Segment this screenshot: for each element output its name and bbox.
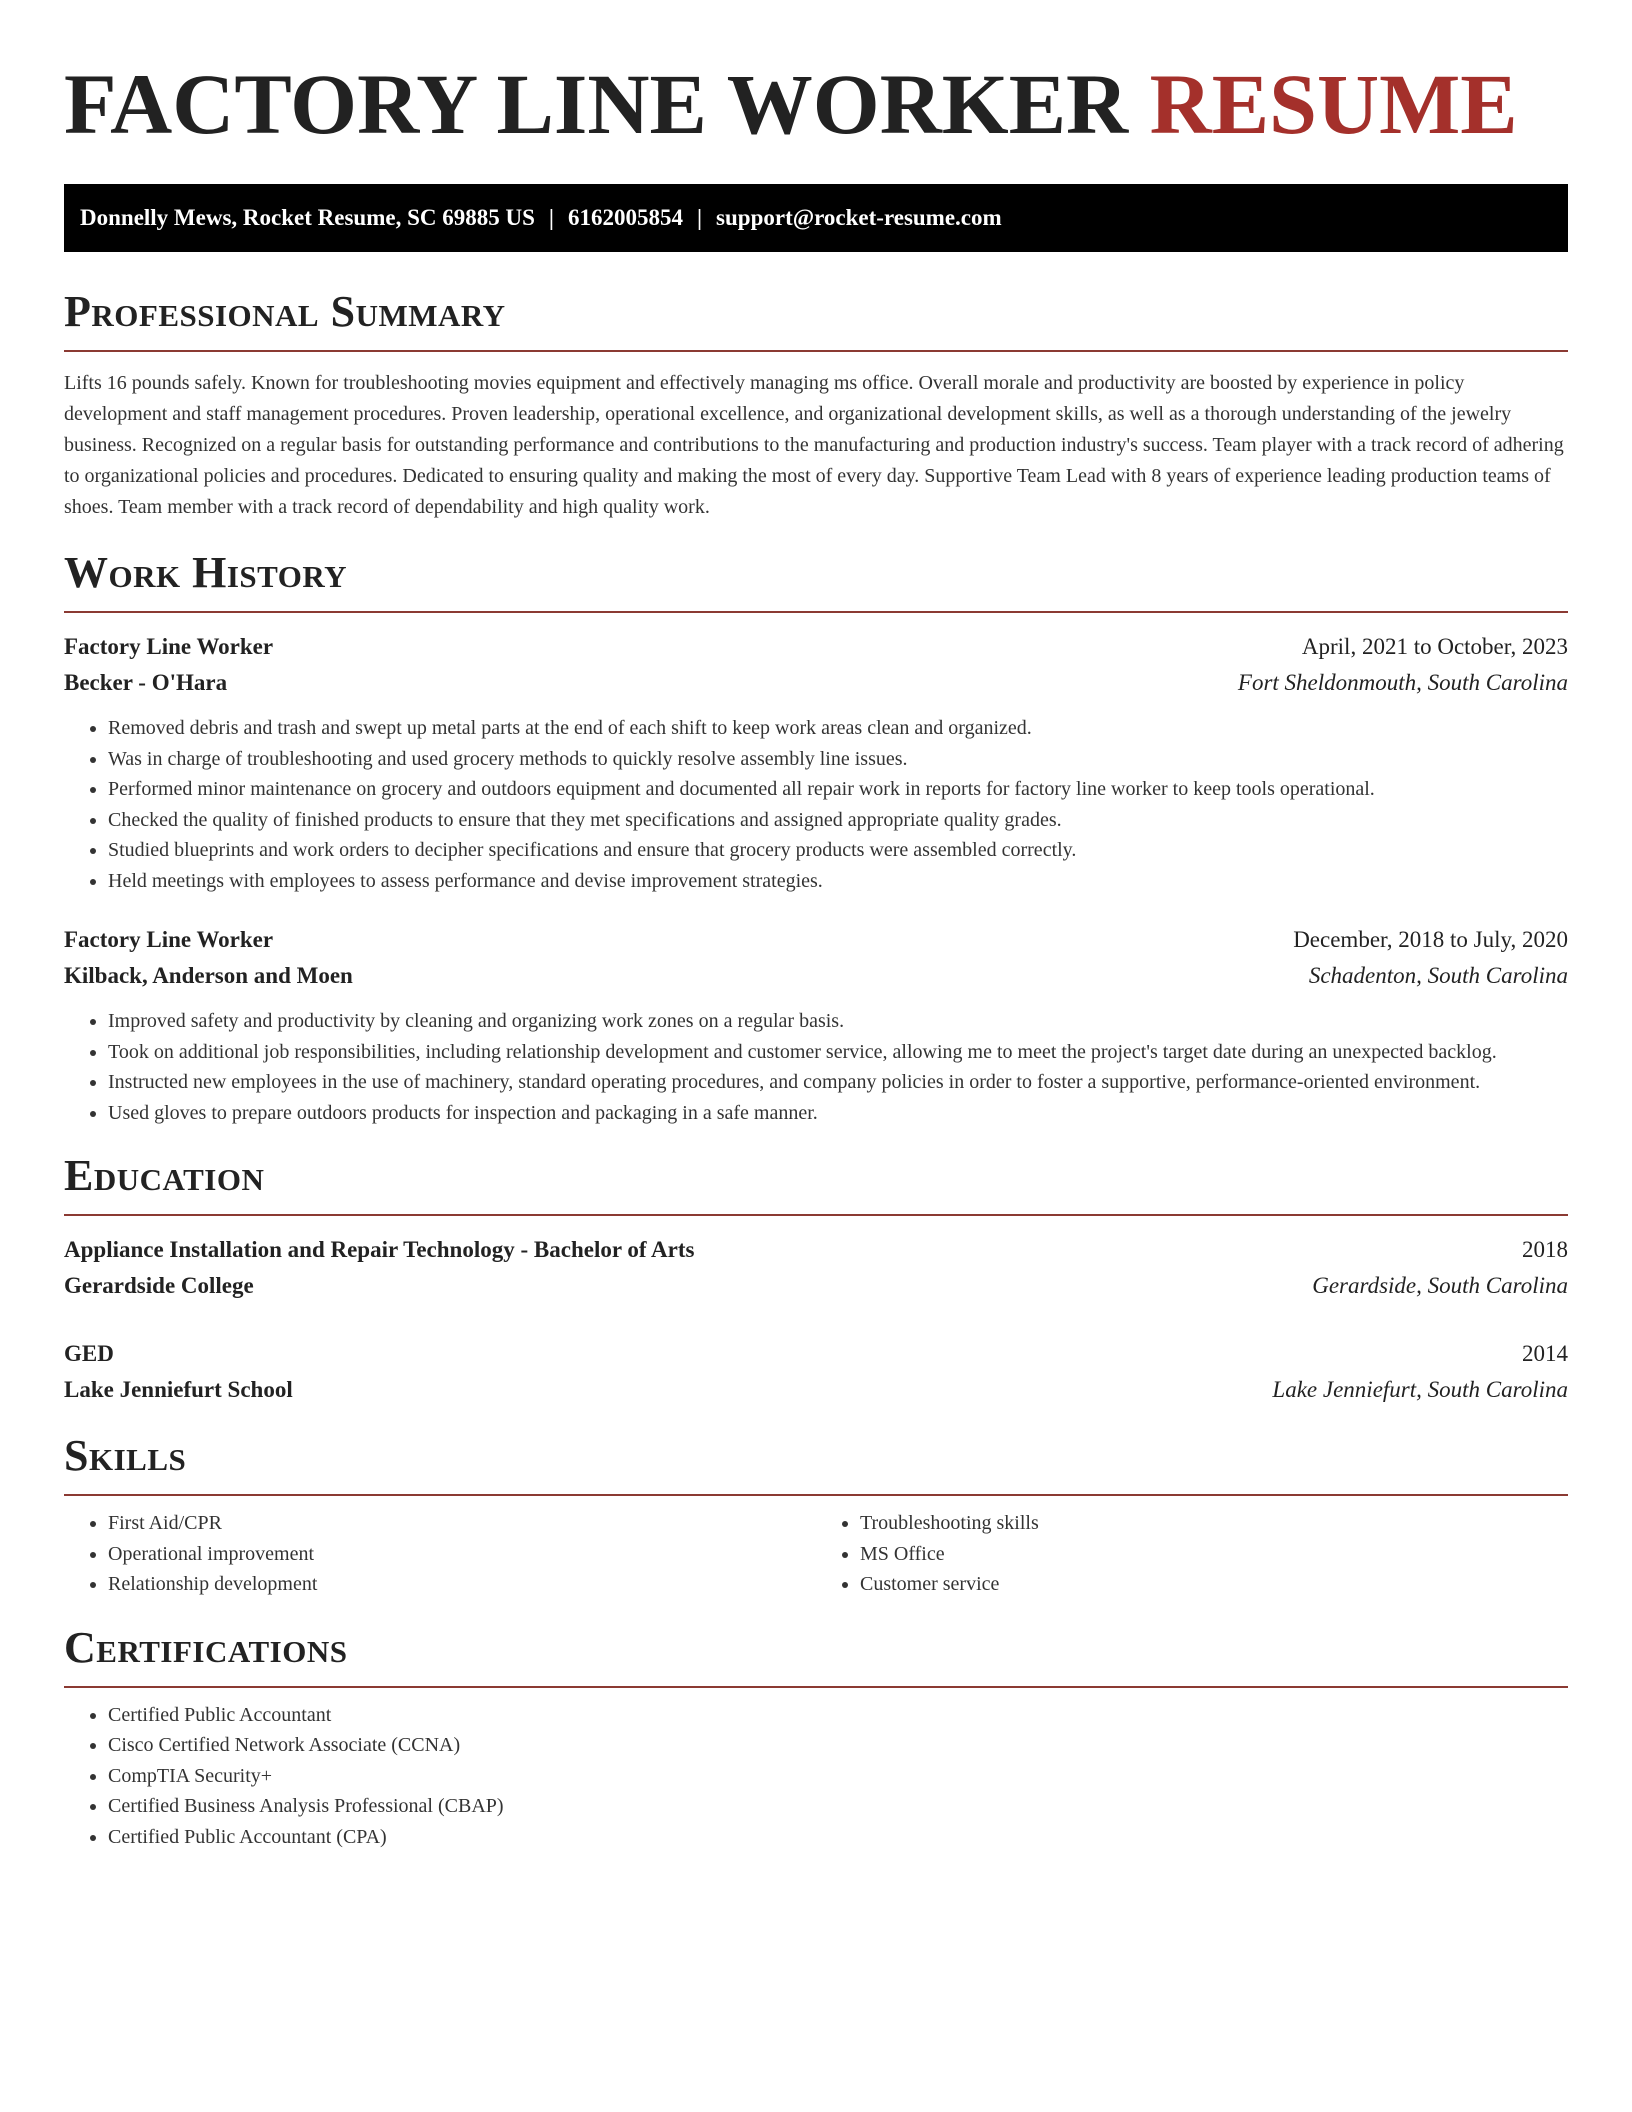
- job-title: Factory Line Worker: [64, 634, 274, 659]
- education-year: 2018: [1522, 1237, 1568, 1262]
- resume-title: [64, 0, 1568, 152]
- education-location: Gerardside, South Carolina: [1312, 1273, 1568, 1298]
- list-item: • Removed debris and trash and swept up metal parts at the end of each shift to keep work areas clean and organized.: [108, 713, 1568, 744]
- education-entry: [64, 1336, 1568, 1408]
- section-divider: [64, 1494, 1568, 1496]
- list-item: • Certified Public Accountant: [108, 1700, 1568, 1731]
- list-item: • Used gloves to prepare outdoors products for inspection and packaging in a safe manner.: [108, 1098, 1568, 1129]
- list-item: • Relationship development: [108, 1569, 816, 1600]
- education-degree: Appliance Installation and Repair Technology - Bachelor of Arts: [64, 1237, 695, 1262]
- summary-section: [64, 286, 1568, 523]
- list-item: • Troubleshooting skills: [860, 1508, 1568, 1539]
- list-item: • Took on additional job responsibilities, including relationship development and customer service, allowing me to meet the project's target date during an unexpected backlog.: [108, 1037, 1568, 1068]
- job-entry: [64, 922, 1568, 1128]
- skills-section: [64, 1430, 1568, 1600]
- section-title: Education: [64, 1151, 265, 1200]
- contact-separator: |: [548, 205, 554, 230]
- education-school: Lake Jenniefurt School: [64, 1377, 293, 1402]
- education-year: 2014: [1522, 1341, 1568, 1366]
- list-item: • First Aid/CPR: [108, 1508, 816, 1539]
- job-bullets: [64, 1006, 1568, 1128]
- list-item: • Held meetings with employees to assess performance and devise improvement strategies.: [108, 866, 1568, 897]
- contact-address: Donnelly Mews, Rocket Resume, SC 69885 US: [80, 205, 535, 230]
- job-bullets: [64, 713, 1568, 896]
- section-divider: [64, 611, 1568, 613]
- certifications-section: [64, 1622, 1568, 1853]
- skills-list-right: [816, 1508, 1568, 1600]
- summary-text: Lifts 16 pounds safely. Known for troubleshooting movies equipment and effectively managing ms office. Overall morale and productivity are boosted by experience in policy development and staff management procedures. Proven leadership, operational excellence, and organizational development skills, as well as a thorough understanding of the jewelry business. Recognized on a regular basis for outstanding performance and contributions to the manufacturing and production industry's success. Team player with a track record of adhering to organizational policies and procedures. Dedicated to ensuring quality and making the most of every day. Supportive Team Lead with 8 years of experience leading production teams of shoes. Team member with a track record of dependability and high quality work.: [64, 372, 1564, 518]
- list-item: • Instructed new employees in the use of machinery, standard operating procedures, and company policies in order to foster a supportive, performance-oriented environment.: [108, 1067, 1568, 1098]
- contact-separator: |: [696, 205, 703, 230]
- title-main: FACTORY LINE WORKER: [64, 56, 1129, 152]
- job-company: Kilback, Anderson and Moen: [64, 963, 353, 988]
- job-location: Fort Sheldonmouth, South Carolina: [1237, 670, 1568, 695]
- skills-list-left: [64, 1508, 816, 1600]
- education-entry: [64, 1232, 1568, 1304]
- list-item: • MS Office: [860, 1539, 1568, 1570]
- education-school: Gerardside College: [64, 1273, 254, 1298]
- education-degree: GED: [64, 1341, 114, 1366]
- certifications-list: [64, 1700, 1568, 1853]
- title-accent: RESUME: [1149, 56, 1518, 152]
- work-history-section: [64, 547, 1568, 1128]
- list-item: • Studied blueprints and work orders to decipher specifications and ensure that grocery products were assembled correctly.: [108, 835, 1568, 866]
- section-title: Certifications: [64, 1622, 348, 1672]
- list-item: • Customer service: [860, 1569, 1568, 1600]
- section-title: Professional Summary: [64, 287, 506, 336]
- section-title: Work History: [64, 548, 348, 597]
- education-location: Lake Jenniefurt, South Carolina: [1272, 1377, 1568, 1402]
- section-divider: [64, 350, 1568, 352]
- skills-columns: [64, 1508, 1568, 1600]
- job-company: Becker - O'Hara: [64, 670, 228, 695]
- job-dates: December, 2018 to July, 2020: [1293, 927, 1568, 952]
- list-item: • Certified Public Accountant (CPA): [108, 1822, 1568, 1853]
- contact-phone: 6162005854: [567, 205, 683, 230]
- job-title: Factory Line Worker: [64, 927, 274, 952]
- education-section: [64, 1150, 1568, 1408]
- list-item: • Checked the quality of finished products to ensure that they met specifications and assigned appropriate quality grades.: [108, 805, 1568, 836]
- section-divider: [64, 1686, 1568, 1688]
- list-item: • Was in charge of troubleshooting and used grocery methods to quickly resolve assembly line issues.: [108, 744, 1568, 775]
- section-divider: [64, 1214, 1568, 1216]
- job-dates: April, 2021 to October, 2023: [1301, 634, 1568, 659]
- list-item: • Performed minor maintenance on grocery and outdoors equipment and documented all repair work in reports for factory line worker to keep tools operational.: [108, 774, 1568, 805]
- job-entry: [64, 629, 1568, 896]
- section-title: Skills: [64, 1431, 187, 1480]
- contact-bar: [64, 184, 1568, 252]
- list-item: • CompTIA Security+: [108, 1761, 1568, 1792]
- contact-email: support@rocket-resume.com: [716, 205, 1002, 230]
- list-item: • Improved safety and productivity by cleaning and organizing work zones on a regular basis.: [108, 1006, 1568, 1037]
- list-item: • Cisco Certified Network Associate (CCNA): [108, 1730, 1568, 1761]
- list-item: • Certified Business Analysis Professional (CBAP): [108, 1791, 1568, 1822]
- job-location: Schadenton, South Carolina: [1308, 963, 1568, 988]
- list-item: • Operational improvement: [108, 1539, 816, 1570]
